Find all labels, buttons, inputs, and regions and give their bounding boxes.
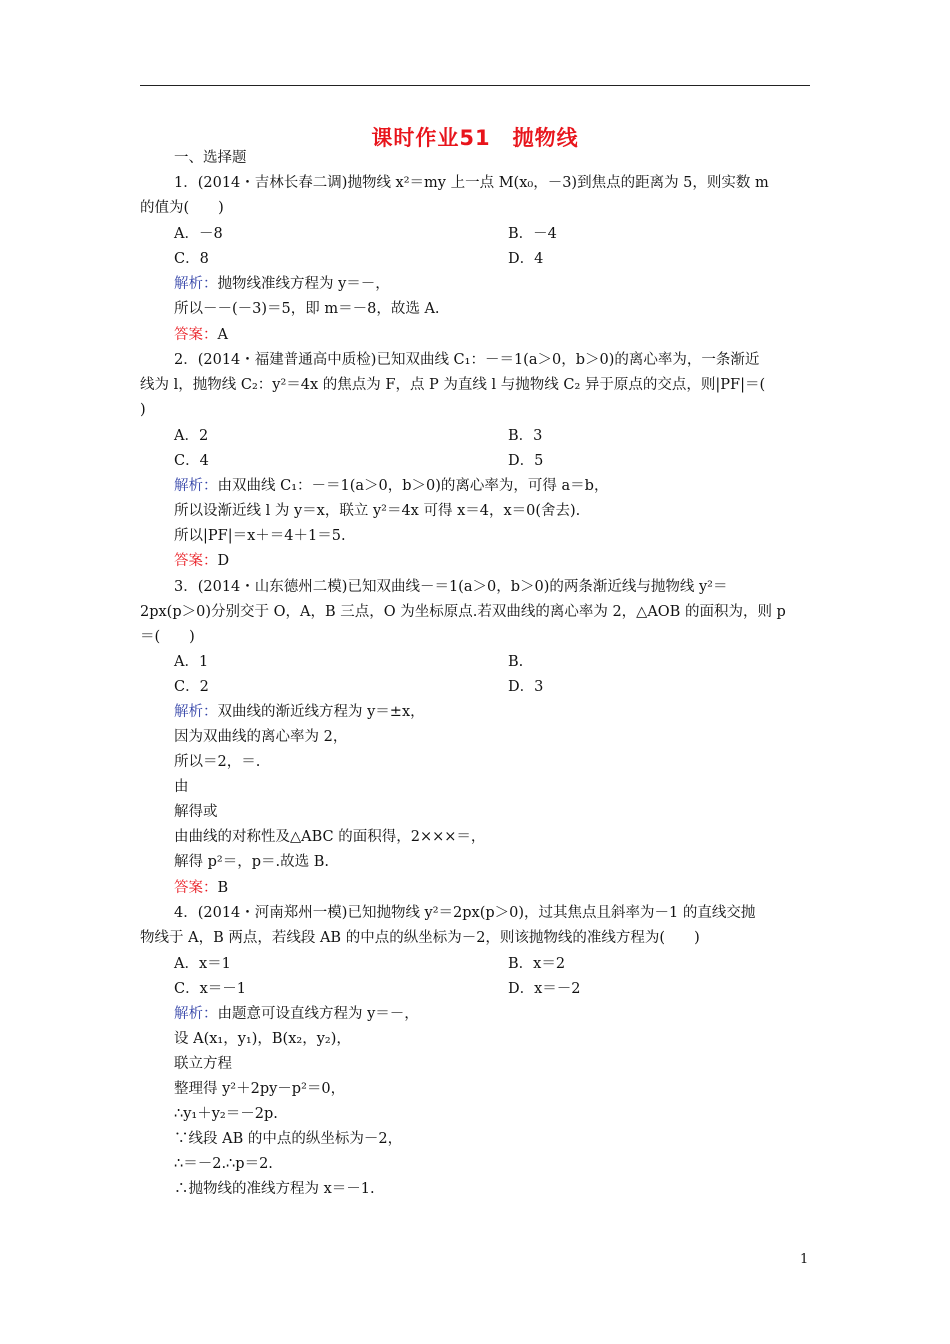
analysis-label: 解析： [174,1006,218,1022]
q4-solution-line8: ∴抛物线的准线方程为 x＝－1. [174,1181,375,1197]
answer-label: 答案： [174,553,218,569]
q4-option-a: A．x＝1 [174,956,231,972]
analysis-label: 解析： [174,478,218,494]
q2-answer-value: D [217,553,230,569]
section-heading: 一、选择题 [174,150,247,166]
q2-answer [174,551,229,571]
q3-answer-value: B [217,880,229,896]
q1-solution-line2: 所以－－(－3)＝5，即 m＝－8，故选 A. [174,301,440,317]
q4-solution-line7: ∴＝－2.∴p＝2. [174,1156,273,1172]
q3-stem-line3: ＝( ) [140,629,195,645]
q2-stem-line2: 线为 l，抛物线 C₂：y²＝4x 的焦点为 F，点 P 为直线 l 与抛物线 C₂ 异于原点的交点，则|PF|＝( [140,377,766,393]
q2-stem-line1: 2．(2014・福建普通高中质检)已知双曲线 C₁：－＝1(a＞0，b＞0)的离心率为，一条渐近 [174,352,760,368]
q2-solution-line2: 所以设渐近线 l 为 y＝x，联立 y²＝4x 可得 x＝4，x＝0(舍去). [174,503,581,519]
q1-solution-text1: 抛物线准线方程为 y＝－， [217,276,390,292]
q3-answer [174,878,228,898]
q3-stem-line1: 3．(2014・山东德州二模)已知双曲线－＝1(a＞0，b＞0)的两条渐近线与抛物线 y²＝ [174,579,728,595]
q2-option-d: D．5 [508,453,544,469]
q1-stem-line2: 的值为( ) [140,200,224,216]
q3-solution-line7: 解得 p²＝，p＝.故选 B. [174,854,329,870]
q4-option-d: D．x＝－2 [508,981,581,997]
q2-option-a: A．2 [174,428,209,444]
analysis-label: 解析： [174,276,218,292]
q2-option-b: B．3 [508,428,543,444]
q1-answer-value: A [217,327,228,343]
page-title: 课时作业51 抛物线 [371,126,579,150]
q4-solution-text1: 由题意可设直线方程为 y＝－， [217,1006,419,1022]
q4-solution-line6: ∵线段 AB 的中点的纵坐标为－2， [174,1131,403,1147]
answer-label: 答案： [174,880,218,896]
q3-solution-line2: 因为双曲线的离心率为 2， [174,729,348,745]
q4-stem-line1: 4．(2014・河南郑州一模)已知抛物线 y²＝2px(p＞0)，过其焦点且斜率为－1 的直线交抛 [174,905,756,921]
q3-solution-line3: 所以＝2，＝. [174,754,261,770]
q1-option-b: B．－4 [508,226,557,242]
header-rule [140,85,810,86]
q4-solution-line1 [174,1004,419,1024]
q3-solution-line6: 由曲线的对称性及△ABC 的面积得，2×××＝， [174,829,486,845]
q2-stem-line3: ) [140,402,146,418]
q2-solution-line1 [174,476,608,496]
q3-solution-text1: 双曲线的渐近线方程为 y＝±x， [217,704,425,720]
q1-option-c: C．8 [174,251,209,267]
q4-solution-line2: 设 A(x₁，y₁)，B(x₂，y₂)， [174,1031,351,1047]
q4-option-b: B．x＝2 [508,956,566,972]
q1-solution-line1 [174,274,390,294]
q3-solution-line4: 由 [174,779,189,795]
q3-solution-line1 [174,702,425,722]
q1-option-d: D．4 [508,251,544,267]
q3-option-a: A．1 [174,654,209,670]
q1-answer [174,325,228,345]
answer-label: 答案： [174,327,218,343]
q3-stem-line2: 2px(p＞0)分别交于 O，A，B 三点，O 为坐标原点.若双曲线的离心率为 2，△AOB 的面积为，则 p [140,604,786,620]
q4-solution-line5: ∴y₁＋y₂＝－2p. [174,1106,278,1122]
q4-stem-line2: 物线于 A，B 两点，若线段 AB 的中点的纵坐标为－2，则该抛物线的准线方程为( ) [140,930,700,946]
q1-option-a: A．－8 [174,226,223,242]
q3-option-b: B. [508,654,524,670]
q3-option-d: D．3 [508,679,544,695]
q2-solution-line3: 所以|PF|＝x＋＝4＋1＝5. [174,528,346,544]
q4-option-c: C．x＝－1 [174,981,246,997]
page-number: 1 [800,1252,809,1267]
q3-solution-line5: 解得或 [174,804,218,820]
q4-solution-line4: 整理得 y²＋2py－p²＝0， [174,1081,346,1097]
q1-stem-line1: 1．(2014・吉林长春二调)抛物线 x²＝my 上一点 M(x₀，－3)到焦点的距离为 5，则实数 m [174,175,769,191]
q2-option-c: C．4 [174,453,209,469]
q2-solution-text1: 由双曲线 C₁：－＝1(a＞0，b＞0)的离心率为，可得 a＝b， [217,478,609,494]
analysis-label: 解析： [174,704,218,720]
q4-solution-line3: 联立方程 [174,1056,232,1072]
q3-option-c: C．2 [174,679,209,695]
